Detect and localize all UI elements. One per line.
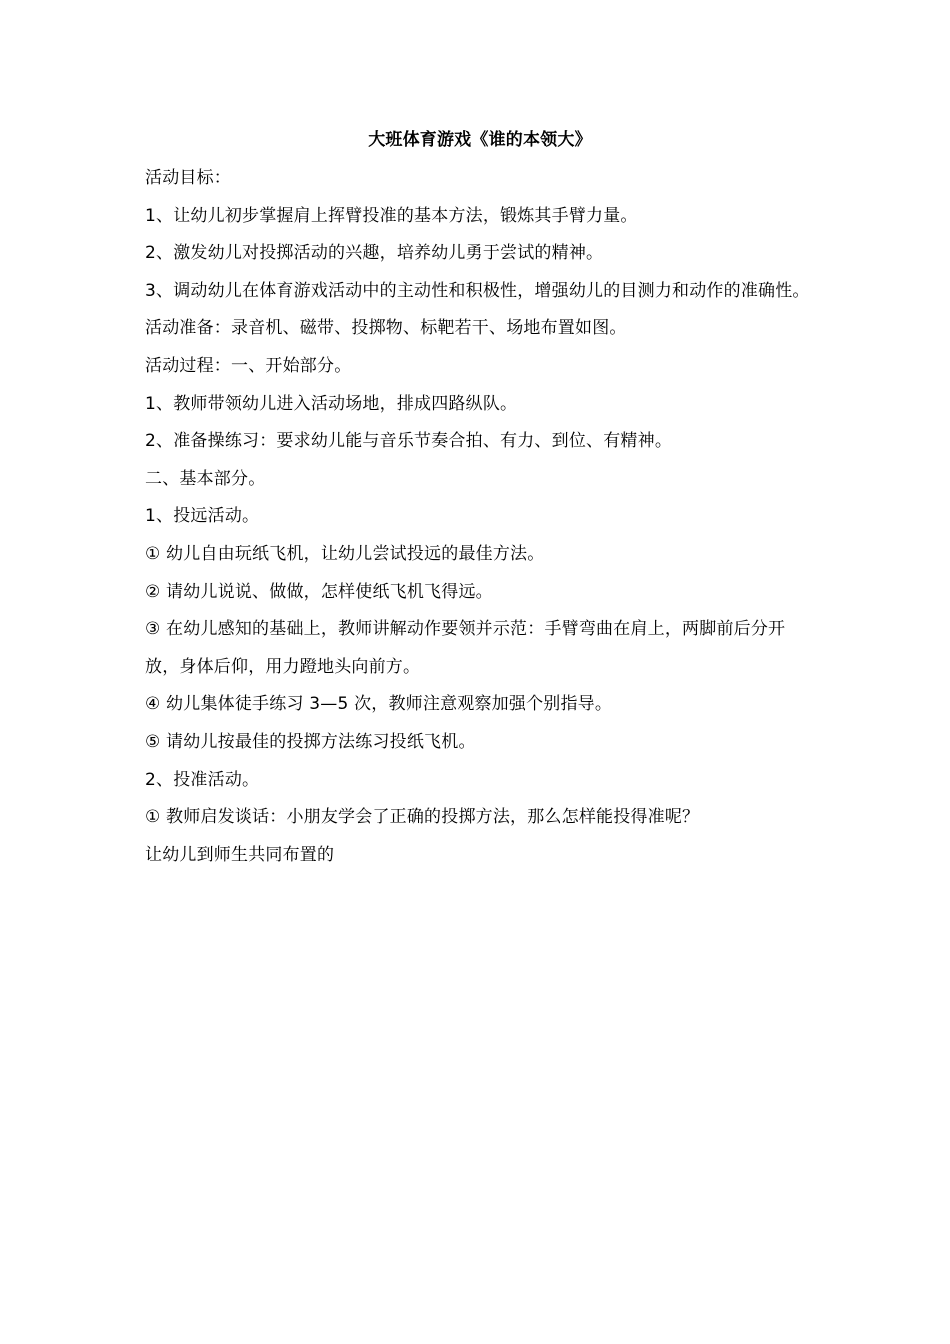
paragraph-step-3: ③ 在幼儿感知的基础上，教师讲解动作要领并示范：手臂弯曲在肩上，两脚前后分开放，身体后仰，用力蹬地头向前方。 (145, 619, 786, 677)
paragraph-step-1: ① 幼儿自由玩纸飞机，让幼儿尝试投远的最佳方法。 (145, 543, 545, 564)
paragraph-step-5: ⑤ 请幼儿按最佳的投掷方法练习投纸飞机。 (145, 731, 476, 752)
paragraph-step-4: ④ 幼儿集体徒手练习 3—5 次，教师注意观察加强个别指导。 (145, 694, 613, 715)
paragraph-goals-heading: 活动目标： (145, 168, 231, 188)
paragraph-accurate-step-1: ① 教师启发谈话：小朋友学会了正确的投掷方法，那么怎样能投得准呢？ (145, 807, 700, 828)
document-body (145, 122, 815, 874)
paragraph-step-2: ② 请幼儿说说、做做，怎样使纸飞机飞得远。 (145, 581, 493, 602)
paragraph-basic-heading: 二、基本部分。 (145, 468, 266, 489)
paragraph-accurate-continued: 让幼儿到师生共同布置的 (145, 844, 335, 865)
paragraph-process-heading: 活动过程：一、开始部分。 (145, 355, 352, 376)
paragraph-goal-2: 2、激发幼儿对投掷活动的兴趣，培养幼儿勇于尝试的精神。 (145, 243, 604, 264)
paragraph-goal-1: 1、让幼儿初步掌握肩上挥臂投准的基本方法，锻炼其手臂力量。 (145, 205, 638, 226)
paragraph-goal-3: 3、调动幼儿在体育游戏活动中的主动性和积极性，增强幼儿的目测力和动作的准确性。 (145, 280, 810, 301)
paragraph-preparation: 活动准备：录音机、磁带、投掷物、标靶若干、场地布置如图。 (145, 318, 627, 339)
paragraph-process-2: 2、准备操练习：要求幼儿能与音乐节奏合拍、有力、到位、有精神。 (145, 431, 673, 452)
paragraph-process-1: 1、教师带领幼儿进入活动场地，排成四路纵队。 (145, 393, 518, 414)
paragraph-throw-accurate: 2、投准活动。 (145, 769, 260, 790)
document-title: 大班体育游戏《谁的本领大》 (368, 130, 592, 150)
paragraph-throw-far: 1、投远活动。 (145, 506, 260, 527)
